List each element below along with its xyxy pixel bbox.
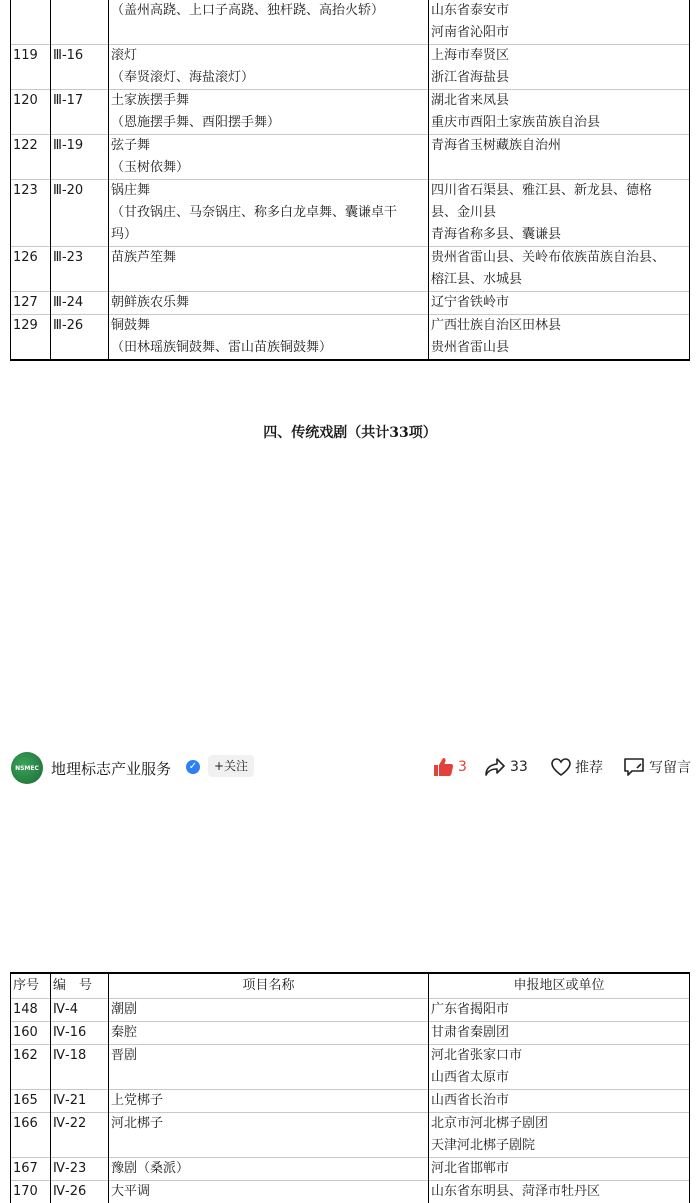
- article-footer-bar: [0, 744, 700, 791]
- cell-region-line: 甘肃省秦剧团: [431, 1022, 687, 1044]
- cell-region: [429, 45, 690, 90]
- cell-no: 123: [11, 180, 51, 247]
- opera-items-table: [10, 972, 690, 1203]
- cell-name-line: （盖州高跷、上口子高跷、独杆跷、高抬火轿）: [111, 0, 426, 22]
- cell-name: [109, 315, 429, 361]
- cell-code: Ⅳ-4: [51, 999, 109, 1022]
- heart-icon: [551, 758, 571, 776]
- cell-code: Ⅲ-20: [51, 180, 109, 247]
- cell-name: [109, 1158, 429, 1181]
- cell-name-line: 豫剧（桑派）: [111, 1158, 426, 1180]
- header-region: 申报地区或单位: [429, 973, 690, 999]
- table-row: [11, 1181, 690, 1203]
- cell-region-line: 四川省石渠县、雅江县、新龙县、德格: [431, 180, 687, 202]
- verified-icon: ✓: [186, 760, 200, 774]
- cell-name: [109, 180, 429, 247]
- recommend-button[interactable]: [551, 757, 603, 777]
- cell-region: [429, 1181, 690, 1203]
- logo-text: NSMEC: [15, 765, 39, 772]
- cell-name-line: 弦子舞: [111, 135, 426, 157]
- cell-region-line: 榕江县、水城县: [431, 269, 687, 291]
- cell-name-line: 晋剧: [111, 1045, 426, 1067]
- cell-no: 162: [11, 1045, 51, 1090]
- cell-name: [109, 1045, 429, 1090]
- cell-code: [51, 0, 109, 45]
- cell-region-line: 天津河北梆子剧院: [431, 1135, 687, 1157]
- cell-name: [109, 1022, 429, 1045]
- cell-region-line: 县、金川县: [431, 202, 687, 224]
- account-logo[interactable]: [11, 752, 43, 784]
- cell-no: 120: [11, 90, 51, 135]
- cell-name-line: 土家族摆手舞: [111, 90, 426, 112]
- cell-name: [109, 135, 429, 180]
- table-row: [11, 1045, 690, 1090]
- cell-region-line: 贵州省雷山县: [431, 337, 687, 359]
- cell-region: [429, 999, 690, 1022]
- header-name: 项目名称: [109, 973, 429, 999]
- cell-region-line: 青海省称多县、囊谦县: [431, 224, 687, 246]
- cell-name-line: 苗族芦笙舞: [111, 247, 426, 269]
- cell-region: [429, 292, 690, 315]
- cell-name: [109, 292, 429, 315]
- dance-items-table: [10, 0, 690, 361]
- cell-region-line: 山东省泰安市: [431, 0, 687, 22]
- share-arrow-icon: [484, 757, 506, 777]
- cell-region-line: 山西省长治市: [431, 1090, 687, 1112]
- cell-name-line: （田林瑶族铜鼓舞、雷山苗族铜鼓舞）: [111, 337, 426, 359]
- comment-icon: [623, 757, 645, 777]
- table-row: [11, 1022, 690, 1045]
- comment-button[interactable]: [623, 757, 691, 777]
- cell-region: [429, 1045, 690, 1090]
- cell-name-line: （甘孜锅庄、马奈锅庄、称多白龙卓舞、囊谦卓干: [111, 202, 426, 224]
- cell-region-line: 上海市奉贤区: [431, 45, 687, 67]
- share-count: 33: [510, 759, 528, 775]
- cell-no: 165: [11, 1090, 51, 1113]
- cell-code: Ⅲ-23: [51, 247, 109, 292]
- cell-region-line: 湖北省来凤县: [431, 90, 687, 112]
- table-row: [11, 45, 690, 90]
- cell-region: [429, 180, 690, 247]
- cell-no: [11, 0, 51, 45]
- cell-name: [109, 247, 429, 292]
- cell-region: [429, 0, 690, 45]
- cell-code: Ⅲ-24: [51, 292, 109, 315]
- cell-name-line: 上党梆子: [111, 1090, 426, 1112]
- cell-region-line: 贵州省雷山县、关岭布依族苗族自治县、: [431, 247, 687, 269]
- cell-name-line: 潮剧: [111, 999, 426, 1021]
- cell-region: [429, 90, 690, 135]
- cell-no: 126: [11, 247, 51, 292]
- cell-region-line: 山东省东明县、菏泽市牡丹区: [431, 1181, 687, 1203]
- cell-name: [109, 0, 429, 45]
- table-row: [11, 247, 690, 292]
- cell-region-line: 青海省玉树藏族自治州: [431, 135, 687, 157]
- cell-region-line: 山西省太原市: [431, 1067, 687, 1089]
- cell-name-line: 铜鼓舞: [111, 315, 426, 337]
- header-no: 序号: [11, 973, 51, 999]
- cell-region-line: 河北省邯郸市: [431, 1158, 687, 1180]
- cell-name-line: （玉树依舞）: [111, 157, 426, 179]
- cell-region: [429, 247, 690, 292]
- table-row: [11, 1113, 690, 1158]
- cell-region-line: 广东省揭阳市: [431, 999, 687, 1021]
- table-row: [11, 0, 690, 45]
- cell-code: Ⅳ-21: [51, 1090, 109, 1113]
- table-row: [11, 135, 690, 180]
- cell-name-line: 滚灯: [111, 45, 426, 67]
- cell-code: Ⅳ-16: [51, 1022, 109, 1045]
- cell-name-line: 河北梆子: [111, 1113, 426, 1135]
- cell-code: Ⅳ-26: [51, 1181, 109, 1203]
- account-name[interactable]: 地理标志产业服务: [51, 758, 171, 779]
- cell-name: [109, 1090, 429, 1113]
- like-count: 3: [458, 759, 467, 775]
- cell-name: [109, 1181, 429, 1203]
- like-button[interactable]: [432, 757, 467, 777]
- header-code: 编 号: [51, 973, 109, 999]
- cell-code: Ⅳ-22: [51, 1113, 109, 1158]
- cell-code: Ⅲ-26: [51, 315, 109, 361]
- cell-no: 160: [11, 1022, 51, 1045]
- cell-name: [109, 45, 429, 90]
- cell-code: Ⅲ-16: [51, 45, 109, 90]
- recommend-label: 推荐: [575, 757, 603, 777]
- cell-name-line: 朝鲜族农乐舞: [111, 292, 426, 314]
- table-row: [11, 1090, 690, 1113]
- cell-region: [429, 315, 690, 361]
- table-row: [11, 999, 690, 1022]
- cell-name-line: 玛）: [111, 224, 426, 246]
- table-row: [11, 90, 690, 135]
- cell-no: 170: [11, 1181, 51, 1203]
- follow-button[interactable]: +关注: [208, 755, 254, 777]
- table-row: [11, 315, 690, 361]
- cell-region: [429, 1113, 690, 1158]
- cell-no: 129: [11, 315, 51, 361]
- cell-no: 119: [11, 45, 51, 90]
- cell-region-line: 重庆市酉阳土家族苗族自治县: [431, 112, 687, 134]
- table-row: [11, 292, 690, 315]
- comment-label: 写留言: [649, 757, 691, 777]
- cell-name: [109, 999, 429, 1022]
- cell-region-line: 辽宁省铁岭市: [431, 292, 687, 314]
- table-row: [11, 1158, 690, 1181]
- cell-name-line: （奉贤滚灯、海盐滚灯）: [111, 67, 426, 89]
- cell-code: Ⅳ-18: [51, 1045, 109, 1090]
- cell-code: Ⅲ-19: [51, 135, 109, 180]
- cell-code: Ⅳ-23: [51, 1158, 109, 1181]
- cell-region: [429, 1158, 690, 1181]
- section-heading: 四、传统戏剧（共计33项）: [0, 422, 700, 442]
- cell-name: [109, 90, 429, 135]
- cell-region: [429, 1022, 690, 1045]
- cell-name-line: （恩施摆手舞、酉阳摆手舞）: [111, 112, 426, 134]
- cell-no: 148: [11, 999, 51, 1022]
- cell-no: 166: [11, 1113, 51, 1158]
- cell-name-line: 秦腔: [111, 1022, 426, 1044]
- cell-name-line: 锅庄舞: [111, 180, 426, 202]
- share-button[interactable]: [484, 757, 528, 777]
- cell-region-line: 广西壮族自治区田林县: [431, 315, 687, 337]
- cell-no: 167: [11, 1158, 51, 1181]
- cell-region: [429, 1090, 690, 1113]
- cell-region-line: 北京市河北梆子剧团: [431, 1113, 687, 1135]
- cell-region: [429, 135, 690, 180]
- table-header-row: [11, 973, 690, 999]
- cell-name: [109, 1113, 429, 1158]
- table-row: [11, 180, 690, 247]
- cell-name-line: 大平调: [111, 1181, 426, 1203]
- cell-region-line: 河北省张家口市: [431, 1045, 687, 1067]
- cell-region-line: 浙江省海盐县: [431, 67, 687, 89]
- cell-no: 122: [11, 135, 51, 180]
- cell-code: Ⅲ-17: [51, 90, 109, 135]
- thumbs-up-icon: [432, 757, 454, 777]
- cell-region-line: 河南省沁阳市: [431, 22, 687, 44]
- cell-no: 127: [11, 292, 51, 315]
